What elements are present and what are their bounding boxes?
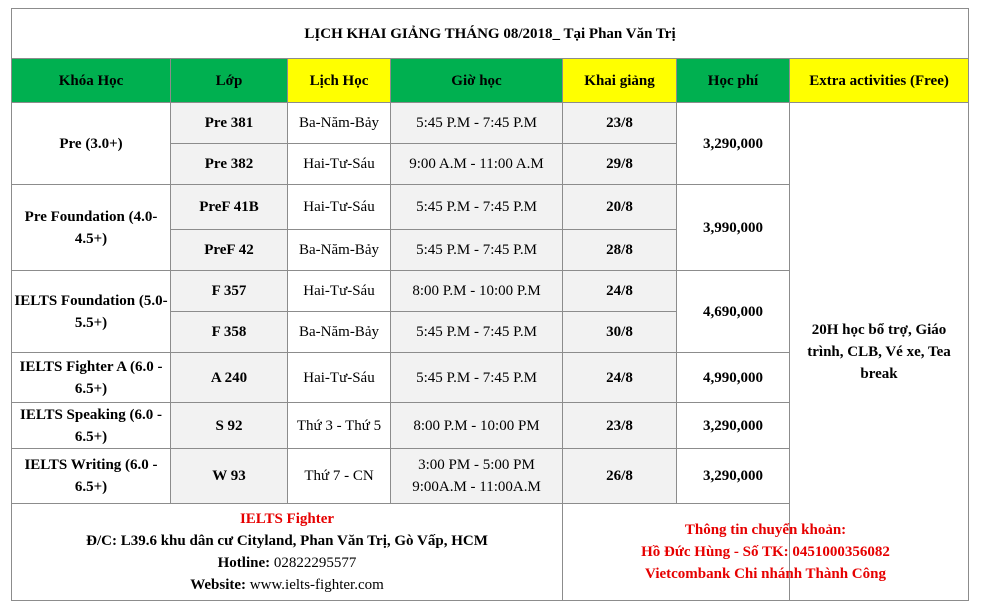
class-code: S 92	[171, 403, 288, 449]
class-time: 3:00 PM - 5:00 PM 9:00A.M - 11:00A.M	[391, 449, 563, 504]
hotline-label: Hotline:	[217, 555, 271, 571]
class-time: 5:45 P.M - 7:45 P.M	[391, 185, 563, 230]
course-fee: 4,990,000	[677, 353, 790, 403]
schedule-days: Thứ 3 - Thứ 5	[288, 403, 391, 449]
header-extra: Extra activities (Free)	[790, 59, 969, 103]
opening-date: 26/8	[563, 449, 677, 504]
class-code: W 93	[171, 449, 288, 504]
opening-date: 24/8	[563, 271, 677, 312]
header-class: Lớp	[171, 59, 288, 103]
opening-date: 28/8	[563, 230, 677, 271]
class-time: 5:45 P.M - 7:45 P.M	[391, 353, 563, 403]
schedule-table	[11, 8, 969, 601]
website-label: Website:	[190, 577, 247, 593]
class-time: 5:45 P.M - 7:45 P.M	[391, 312, 563, 353]
table-row	[12, 103, 969, 144]
course-name: Pre Foundation (4.0-4.5+)	[12, 185, 171, 271]
class-code: Pre 382	[171, 144, 288, 185]
schedule-days: Ba-Năm-Bảy	[288, 230, 391, 271]
website-url: www.ielts-fighter.com	[249, 577, 384, 593]
schedule-days: Hai-Tư-Sáu	[288, 185, 391, 230]
course-fee: 4,690,000	[677, 271, 790, 353]
schedule-days: Hai-Tư-Sáu	[288, 353, 391, 403]
schedule-days: Ba-Năm-Bảy	[288, 103, 391, 144]
opening-date: 30/8	[563, 312, 677, 353]
opening-date: 23/8	[563, 403, 677, 449]
header-schedule: Lịch Học	[288, 59, 391, 103]
schedule-days: Ba-Năm-Bảy	[288, 312, 391, 353]
header-fee: Học phí	[677, 59, 790, 103]
schedule-days: Thứ 7 - CN	[288, 449, 391, 504]
opening-date: 20/8	[563, 185, 677, 230]
course-name: IELTS Fighter A (6.0 - 6.5+)	[12, 353, 171, 403]
schedule-days: Hai-Tư-Sáu	[288, 271, 391, 312]
course-name: Pre (3.0+)	[12, 103, 171, 185]
header-course: Khóa Học	[12, 59, 171, 103]
page-title: LỊCH KHAI GIẢNG THÁNG 08/2018_ Tại Phan Văn Trị	[12, 9, 969, 59]
course-name: IELTS Writing (6.0 - 6.5+)	[12, 449, 171, 504]
header-row	[12, 59, 969, 103]
header-opening: Khai giảng	[563, 59, 677, 103]
hotline	[14, 552, 560, 574]
bank-title: Thông tin chuyển khoản:	[684, 522, 847, 538]
company-name: IELTS Fighter	[239, 511, 335, 527]
opening-date: 23/8	[563, 103, 677, 144]
class-code: F 358	[171, 312, 288, 353]
schedule-days: Hai-Tư-Sáu	[288, 144, 391, 185]
class-code: PreF 41B	[171, 185, 288, 230]
bank-name: Vietcombank Chi nhánh Thành Công	[645, 566, 886, 582]
class-time: 9:00 A.M - 11:00 A.M	[391, 144, 563, 185]
bank-info	[563, 504, 969, 601]
extra-activities: 20H học bổ trợ, Giáo trình, CLB, Vé xe, Tea break	[790, 103, 969, 601]
class-code: Pre 381	[171, 103, 288, 144]
website	[14, 574, 560, 596]
opening-date: 24/8	[563, 353, 677, 403]
course-fee: 3,290,000	[677, 403, 790, 449]
class-time: 8:00 P.M - 10:00 PM	[391, 403, 563, 449]
class-code: PreF 42	[171, 230, 288, 271]
class-code: F 357	[171, 271, 288, 312]
opening-date: 29/8	[563, 144, 677, 185]
contact-info	[12, 504, 563, 601]
course-name: IELTS Speaking (6.0 - 6.5+)	[12, 403, 171, 449]
class-code: A 240	[171, 353, 288, 403]
class-time: 5:45 P.M - 7:45 P.M	[391, 230, 563, 271]
header-time: Giờ học	[391, 59, 563, 103]
course-fee: 3,290,000	[677, 103, 790, 185]
bank-account: Hồ Đức Hùng - Số TK: 0451000356082	[641, 544, 890, 560]
schedule-sheet	[11, 8, 969, 601]
class-time: 5:45 P.M - 7:45 P.M	[391, 103, 563, 144]
company-address: Đ/C: L39.6 khu dân cư Cityland, Phan Văn Trị, Gò Vấp, HCM	[86, 533, 488, 549]
course-fee: 3,990,000	[677, 185, 790, 271]
class-time: 8:00 P.M - 10:00 P.M	[391, 271, 563, 312]
hotline-number: 02822295577	[273, 555, 357, 571]
course-fee: 3,290,000	[677, 449, 790, 504]
footer-row	[12, 504, 969, 601]
course-name: IELTS Foundation (5.0-5.5+)	[12, 271, 171, 353]
